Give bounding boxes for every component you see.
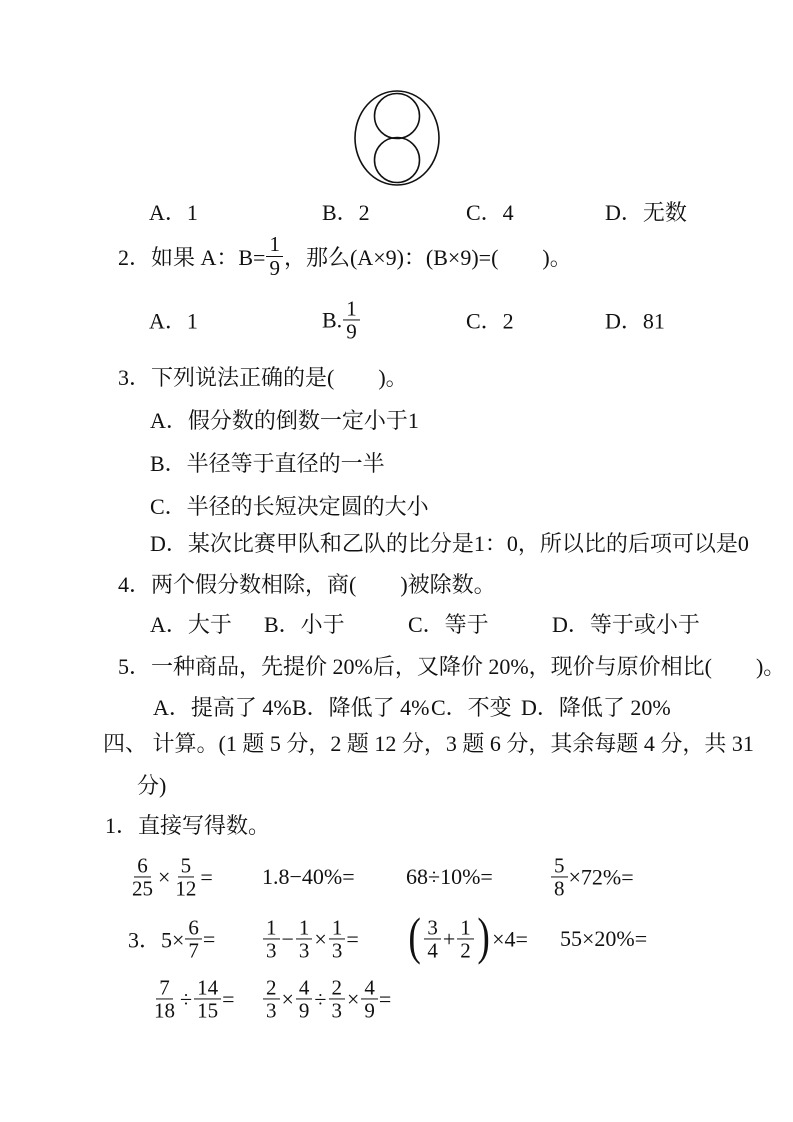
q3-option-b: B．半径等于直径的一半 (150, 451, 385, 476)
q4-option-c: C．等于 (408, 612, 489, 637)
calc-row-1 (0, 846, 793, 908)
calc-expr-1: $\frac{6}{25}$ × $\frac{5}{12}$ = (132, 853, 213, 901)
circle-figure (350, 88, 444, 188)
q1-option-d: D．无数 (605, 200, 687, 225)
question-4-stem: 4．两个假分数相除，商( )被除数。 (118, 572, 496, 597)
q2-fraction: $\frac{1}{9}$ (266, 233, 283, 278)
q2-option-a: A．1 (149, 308, 198, 334)
section-4-sub1-title: 1．直接写得数。 (105, 813, 271, 838)
q5-option-d: D．降低了 20% (521, 695, 671, 720)
calc-expr-6: $\frac{1}{3}$ − $\frac{1}{3}$ × $\frac{1}{3}$ = (262, 916, 359, 961)
question-5-stem: 5．一种商品，先提价 20%后，又降价 20%，现价与原价相比( )。 (118, 654, 786, 679)
q1-option-a: A．1 (149, 200, 198, 225)
q3-option-a: A．假分数的倒数一定小于1 (150, 408, 419, 433)
circle-diagram (350, 88, 444, 188)
q4-option-d: D．等于或小于 (552, 612, 700, 637)
q2-option-c: C．2 (466, 308, 514, 334)
calc-expr-5: 3．5× $\frac{6}{7}$ = (128, 915, 216, 963)
q2-options-row (0, 292, 793, 348)
calc-expr-10: $\frac{2}{3}$ × $\frac{4}{9}$ ÷ $\frac{2}{3}$ × $\frac{4}{9}$ = (262, 976, 391, 1021)
q5-option-b: B．降低了 4% (292, 695, 430, 720)
section-4-heading-line2: 分) (137, 773, 167, 798)
question-3-stem: 3．下列说法正确的是( )。 (118, 365, 408, 390)
q5-options-row (0, 691, 793, 719)
calc-expr-8: 55×20%= (560, 926, 648, 951)
q4-options-row (0, 608, 793, 636)
q2-stem-pre: 2．如果 A：B= (118, 244, 266, 270)
calc-expr-9: $\frac{7}{18}$ ÷ $\frac{14}{15}$ = (154, 975, 235, 1023)
q1-options-row (0, 196, 793, 224)
q2-option-d: D．81 (605, 308, 665, 334)
q1-option-c: C．4 (466, 200, 514, 225)
q5-option-c: C．不变 (431, 695, 512, 720)
q3-option-d: D．某次比赛甲队和乙队的比分是1：0，所以比的后项可以是0 (150, 531, 749, 556)
calc-expr-4: $\frac{5}{8}$ ×72%= (550, 854, 634, 899)
calc-expr-3: 68÷10%= (406, 864, 493, 889)
q2-option-b-label: B. (322, 307, 343, 332)
question-2-stem (118, 228, 572, 284)
calc-expr-7: ( $\frac{3}{4}$ + $\frac{1}{2}$ ) ×4= (408, 908, 528, 965)
q2-stem-post: ，那么(A×9)：(B×9)=( )。 (283, 244, 572, 270)
calc-expr-2: 1.8−40%= (262, 864, 355, 889)
q2-option-b-fraction: $\frac{1}{9}$ (343, 297, 360, 342)
section-4-heading-line1: 四、 计算。(1 题 5 分，2 题 12 分，3 题 6 分，其余每题 4 分，共 31 (103, 731, 754, 756)
q4-option-b: B．小于 (264, 612, 345, 637)
calc-row-3 (0, 968, 793, 1030)
q5-option-a: A．提高了 4% (153, 695, 292, 720)
calc-row-2 (0, 906, 793, 972)
q4-option-a: A．大于 (150, 612, 232, 637)
q1-option-b: B．2 (322, 200, 370, 225)
q3-option-c: C．半径的长短决定圆的大小 (150, 494, 429, 519)
q2-option-b (322, 297, 361, 342)
